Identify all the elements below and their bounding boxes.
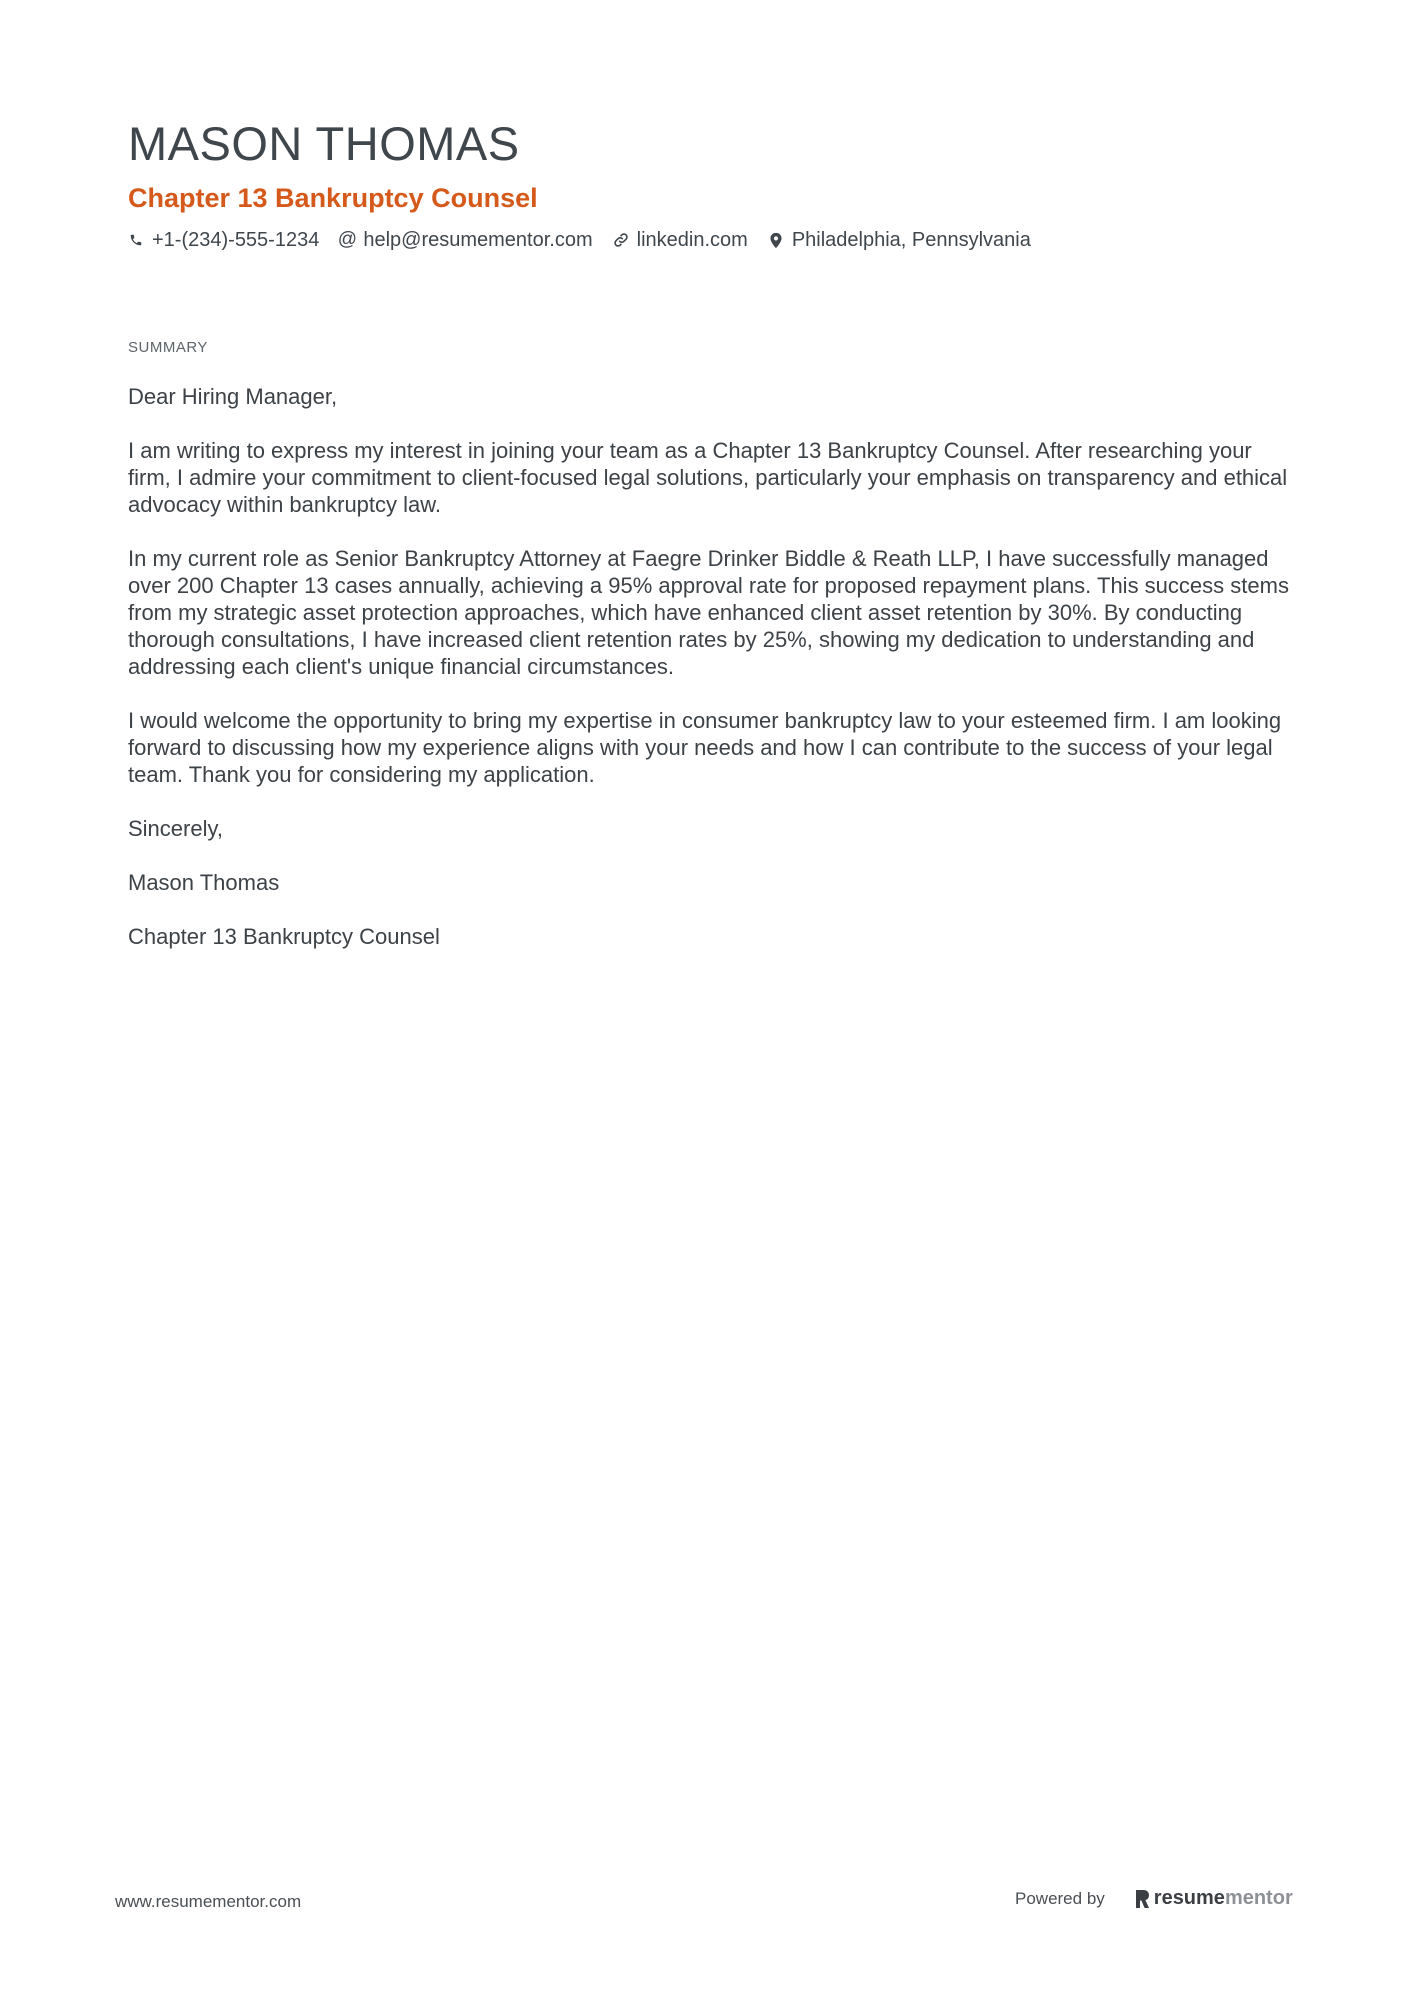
resumementor-logo-icon <box>1135 1889 1150 1909</box>
closing: Sincerely, <box>128 816 223 841</box>
summary-heading: SUMMARY <box>128 339 208 356</box>
contact-linkedin[interactable] <box>613 229 748 252</box>
letter-paragraph: I am writing to express my interest in joining your team as a Chapter 13 Bankruptcy Counsel. After researching your firm, I admire your commitment to client-focused legal solutions, particularly your emphasis on transparency and ethical advocacy within bankruptcy law. <box>128 438 1288 517</box>
contact-phone[interactable] <box>128 229 319 252</box>
powered-by[interactable] <box>1015 1887 1293 1910</box>
location-text: Philadelphia, Pennsylvania <box>791 228 1031 251</box>
contact-email[interactable] <box>339 229 592 252</box>
job-title: Chapter 13 Bankruptcy Counsel <box>128 183 538 213</box>
footer-website-link[interactable]: www.resumementor.com <box>115 1892 302 1911</box>
map-pin-icon <box>768 231 784 249</box>
contact-bar <box>128 226 1051 254</box>
candidate-name: MASON THOMAS <box>128 117 520 170</box>
letter-paragraph: In my current role as Senior Bankruptcy Attorney at Faegre Drinker Biddle & Reath LLP, I have successfully managed over 200 Chapter 13 cases annually, achieving a 95% approval rate for proposed repayment plans. This success stems from my strategic asset protection approaches, which have enhanced client asset retention by 30%. By conducting thorough consultations, I have increased client retention rates by 25%, showing my dedication to understanding and addressing each client's unique financial circumstances. <box>128 546 1289 679</box>
at-sign-icon: @ <box>337 229 357 250</box>
brand-name-part2: mentor <box>1224 1887 1293 1909</box>
cover-letter-body <box>128 383 1298 977</box>
link-icon <box>613 231 629 249</box>
contact-location <box>768 229 1031 252</box>
letter-paragraph: I would welcome the opportunity to bring my expertise in consumer bankruptcy law to your esteemed firm. I am looking forward to discussing how my experience aligns with your needs and how I can contribute to the success of your legal team. Thank you for considering my application. <box>128 708 1282 787</box>
linkedin-link: linkedin.com <box>636 228 748 251</box>
phone-icon <box>128 231 144 249</box>
brand-logo <box>1135 1887 1293 1910</box>
signature-title: Chapter 13 Bankruptcy Counsel <box>128 924 440 949</box>
email-address: help@resumementor.com <box>363 228 593 251</box>
salutation: Dear Hiring Manager, <box>128 384 338 409</box>
phone-number: +1-(234)-555-1234 <box>152 228 320 251</box>
brand-name-part1: resume <box>1153 1887 1225 1909</box>
signature-name: Mason Thomas <box>128 870 280 895</box>
powered-by-label: Powered by <box>1015 1888 1105 1908</box>
